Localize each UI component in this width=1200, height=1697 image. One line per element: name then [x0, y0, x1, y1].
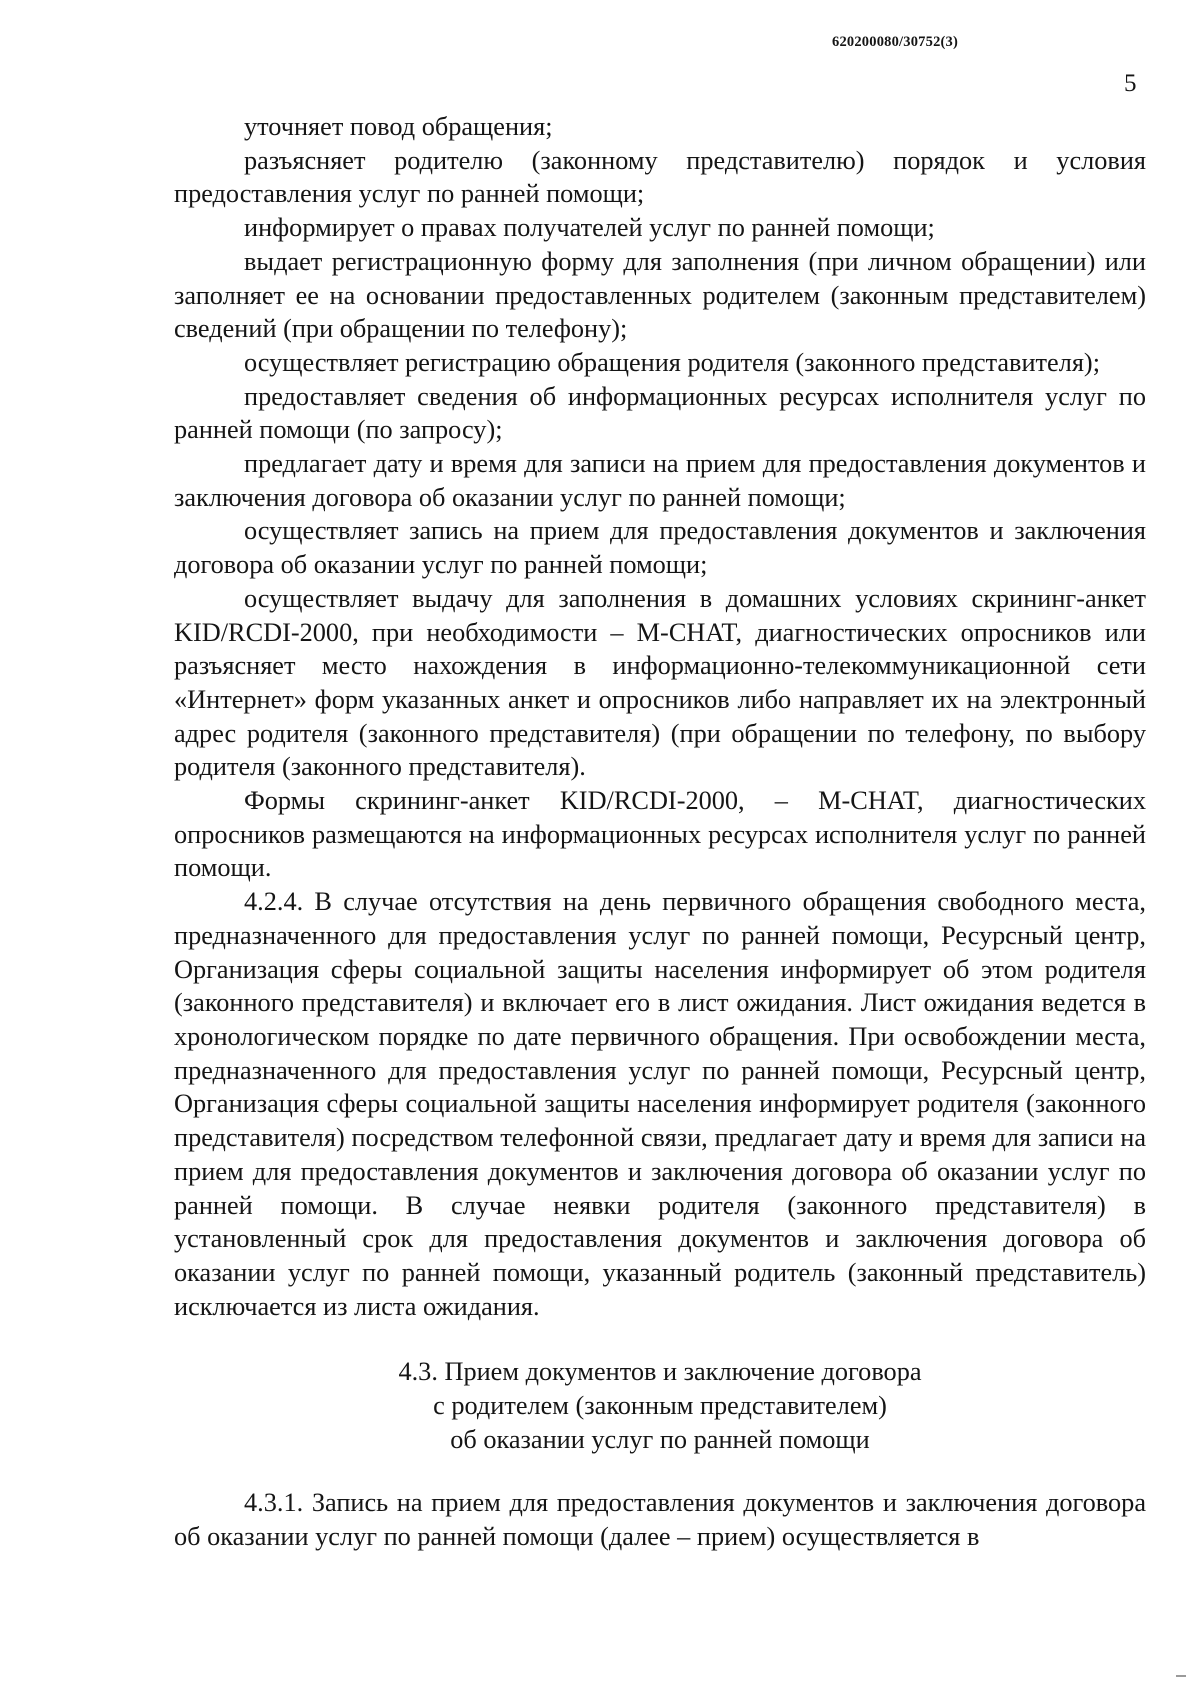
scan-artifact	[1176, 1675, 1186, 1677]
paragraph: разъясняет родителю (законному представителю) порядок и условия предоставления услуг по ранней помощи;	[174, 145, 1146, 209]
section-heading-line: с родителем (законным представителем)	[433, 1391, 887, 1421]
paragraph: предлагает дату и время для записи на прием для предоставления документов и заключения договора об оказании услуг по ранней помощи;	[174, 449, 1146, 512]
paragraph: Формы скрининг-анкет KID/RCDI-2000, – M-CHAT, диагностических опросников размещаются на информационных ресурсах исполнителя услуг по ранней помощи.	[174, 786, 1146, 883]
paragraph: 4.2.4. В случае отсутствия на день первичного обращения свободного места, предназначенного для предоставления услуг по ранней помощи, Ресурсный центр, Организация сферы социальной защиты населения информирует об этом родителя (законного представителя) и включает его в лист ожидания. Лист ожидания ведется в хронологическом порядке по дате первичного обращения. При освобождении места, предназначенного для предоставления услуг по ранней помощи, Ресурсный центр, Организация сферы социальной защиты населения информирует родителя (законного представителя) посредством телефонной связи, предлагает дату и время для записи на прием для предоставления документов и заключения договора об оказании услуг по ранней помощи. В случае неявки родителя (законного представителя) в установленный срок для предоставления документов и заключения договора об оказании услуг по ранней помощи, указанный родитель (законный представитель) исключается из листа ожидания.	[174, 887, 1146, 1321]
paragraph: предоставляет сведения об информационных ресурсах исполнителя услуг по ранней помощи (по запросу);	[174, 381, 1146, 445]
section-heading-line: 4.3. Прием документов и заключение договора	[398, 1357, 922, 1387]
paragraph: информирует о правах получателей услуг по ранней помощи;	[244, 213, 935, 243]
paragraph: осуществляет регистрацию обращения родителя (законного представителя);	[244, 347, 1100, 377]
document-id: 620200080/30752(3)	[832, 34, 959, 50]
document-body	[174, 110, 1146, 1554]
paragraph: осуществляет выдачу для заполнения в домашних условиях скрининг-анкет KID/RCDI-2000, при необходимости – M-CHAT, диагностических опросников или разъясняет место нахождения в информационно-телекоммуникационной сети «Интернет» форм указанных анкет и опросников либо направляет их на электронный адрес родителя (законного представителя) (при обращении по телефону, по выбору родителя (законного представителя).	[174, 583, 1146, 782]
paragraph: 4.3.1. Запись на прием для предоставления документов и заключения договора об оказании услуг по ранней помощи (далее – прием) осуществляется в	[174, 1488, 1146, 1552]
paragraph: уточняет повод обращения;	[244, 112, 553, 141]
section-heading-line: об оказании услуг по ранней помощи	[450, 1424, 870, 1454]
section-heading	[174, 1355, 1146, 1456]
page-number: 5	[1124, 70, 1137, 97]
paragraph: выдает регистрационную форму для заполнения (при личном обращении) или заполняет ее на основании предоставленных родителем (законным представителем) сведений (при обращении по телефону);	[174, 246, 1146, 344]
paragraph: осуществляет запись на прием для предоставления документов и заключения договора об оказании услуг по ранней помощи;	[174, 516, 1146, 580]
